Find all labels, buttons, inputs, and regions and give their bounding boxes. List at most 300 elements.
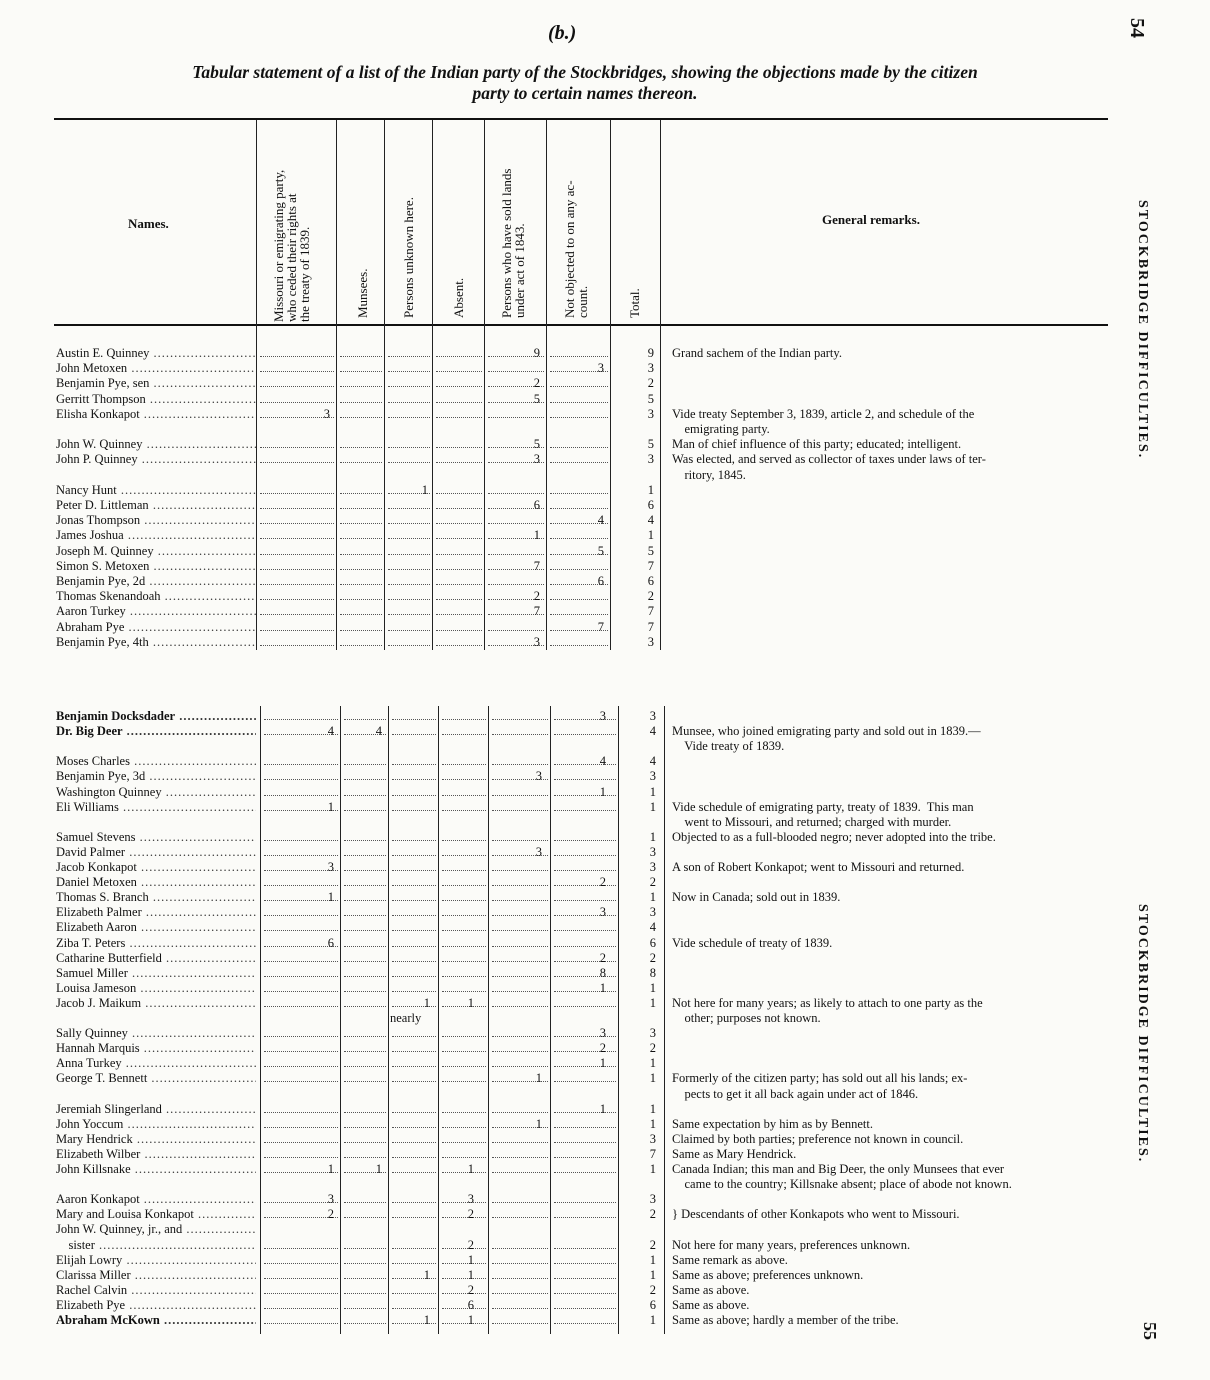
cell-not-objected: 1 [599,784,606,799]
dot-leader [392,1192,436,1203]
dot-leader [344,1102,386,1113]
dot-leader [388,528,430,539]
cell-sold: 7 [533,604,540,619]
dot-leader [488,361,544,372]
row-remark: came to the country; Killsnake absent; place of abode not known. [672,1177,1012,1192]
row-remark: Same as above; hardly a member of the tribe. [672,1313,899,1327]
dot-leader [344,951,386,962]
dot-leader [492,1102,548,1113]
dot-leader [550,407,608,418]
cell-total: 3 [649,709,656,723]
dot-leader [550,635,608,646]
dot-leader [436,559,482,570]
table-row [0,635,1210,650]
dot-leader [392,1238,436,1249]
dot-leader [264,785,338,796]
cell-unknown: 1 [421,482,428,497]
row-name: Austin E. Quinney ..... [56,346,256,361]
row-name: Samuel Miller ..... [56,966,256,981]
table-row [0,1087,1210,1102]
table-row [0,815,1210,830]
dot-leader [550,452,608,463]
dot-leader [492,754,548,765]
table-row [0,620,1210,635]
dot-leader [554,1207,616,1218]
dot-leader [340,437,382,448]
dot-leader [442,1056,486,1067]
dot-leader [392,1026,436,1037]
row-remark: Objected to as a full-blooded negro; never adopted into the tribe. [672,829,996,844]
dot-leader [344,1056,386,1067]
cell-sold: 6 [533,498,540,512]
table-row [0,437,1210,452]
cell-sold: 3 [533,634,540,649]
table-row [0,1117,1210,1132]
dot-leader [344,860,386,871]
table-row [0,1313,1210,1328]
dot-leader [340,604,382,615]
cell-not-objected: 4 [597,513,604,528]
dot-leader [492,709,548,720]
table-row [0,528,1210,543]
cell-sold: 7 [533,558,540,573]
header-total: Total. [627,288,642,318]
dot-leader [388,559,430,570]
dot-leader [550,346,608,357]
dot-leader [492,1298,548,1309]
dot-leader [260,392,334,403]
cell-unknown: 1 [423,1313,430,1327]
cell-sold: 1 [533,528,540,543]
dot-leader [344,1238,386,1249]
dot-leader [260,589,334,600]
dot-leader [554,1117,616,1128]
cell-total: 7 [647,604,654,619]
cell-missouri: 2 [327,1207,334,1222]
dot-leader [344,1192,386,1203]
cell-missouri: 3 [323,406,330,421]
dot-leader [392,709,436,720]
row-remark: A son of Robert Konkapot; went to Missouri and returned. [672,860,965,874]
dot-leader [264,1253,338,1264]
dot-leader [264,981,338,992]
cell-total: 9 [647,346,654,360]
row-name: Elizabeth Wilber ..... [56,1147,256,1162]
dot-leader [554,1102,616,1113]
dot-leader [492,1268,548,1279]
table-row [0,407,1210,422]
table-row [0,1207,1210,1222]
table-row [0,875,1210,890]
table-row [0,951,1210,966]
row-name: John W. Quinney, jr., and ..... [56,1222,256,1237]
dot-leader [554,1071,616,1082]
dot-leader [392,1207,436,1218]
row-name: Elizabeth Pye ..... [56,1298,256,1313]
dot-leader [492,1238,548,1249]
dot-leader [554,785,616,796]
table-row [0,724,1210,739]
row-name: Aaron Konkapot ..... [56,1192,256,1207]
cell-missouri: 1 [327,1162,334,1176]
row-name: Washington Quinney ..... [56,785,256,800]
dot-leader [264,1132,338,1143]
row-remark: Not here for many years; as likely to attach to one party as the [672,995,983,1010]
table-row [0,1071,1210,1086]
row-name: Jeremiah Slingerland ..... [56,1102,256,1117]
dot-leader [442,936,486,947]
table-row [0,392,1210,407]
dot-leader [442,875,486,886]
dot-leader [436,376,482,387]
dot-leader [340,498,382,509]
cell-not-objected: 1 [599,1101,606,1116]
table-row [0,1056,1210,1071]
dot-leader [488,513,544,524]
cell-missouri: 1 [327,799,334,814]
row-remark: Vide treaty of 1839. [672,739,785,754]
header-bottom-rule [54,324,1108,326]
dot-leader [550,392,608,403]
row-name: John P. Quinney ..... [56,452,256,467]
dot-leader [554,1313,616,1324]
dot-leader [550,589,608,600]
dot-leader [442,1041,486,1052]
cell-total: 2 [649,1282,656,1297]
dot-leader [388,589,430,600]
cell-total: 4 [649,754,656,769]
row-name: Ziba T. Peters ..... [56,936,256,951]
dot-leader [264,1238,338,1249]
dot-leader [554,875,616,886]
cell-total: 2 [649,1207,656,1222]
cell-absent: 6 [467,1297,474,1312]
dot-leader [436,589,482,600]
header-missouri: Missouri or emigrating party, who ceded their rights at the treaty of 1839. [271,169,312,322]
dot-leader [260,513,334,524]
cell-munsees: 1 [375,1162,382,1176]
dot-leader [260,604,334,615]
dot-leader [260,376,334,387]
dot-leader [260,635,334,646]
cell-sold: 5 [533,391,540,406]
row-name: Abraham Pye ..... [56,620,256,635]
cell-total: 3 [649,860,656,874]
dot-leader [442,1147,486,1158]
page-number-top: 54 [1126,18,1148,38]
cell-total: 1 [649,995,656,1010]
dot-leader [388,513,430,524]
table-row [0,1147,1210,1162]
cell-not-objected: 3 [599,905,606,920]
dot-leader [492,1026,548,1037]
dot-leader [492,800,548,811]
dot-leader [550,604,608,615]
dot-leader [488,544,544,555]
dot-leader [442,830,486,841]
dot-leader [554,769,616,780]
dot-leader [492,1162,548,1173]
row-remark: Same as Mary Hendrick. [672,1146,797,1161]
table-row [0,559,1210,574]
cell-total: 1 [649,1116,656,1131]
dot-leader [340,635,382,646]
dot-leader [260,544,334,555]
cell-total: 1 [649,799,656,814]
row-name: Clarissa Miller ..... [56,1268,256,1283]
dot-leader [392,845,436,856]
row-name: James Joshua ..... [56,528,256,543]
table-row [0,483,1210,498]
dot-leader [442,769,486,780]
dot-leader [392,1056,436,1067]
dot-leader [554,996,616,1007]
row-remark: Was elected, and served as collector of taxes under laws of ter- [672,452,986,467]
row-remark: Munsee, who joined emigrating party and sold out in 1839.— [672,724,981,739]
dot-leader [492,785,548,796]
dot-leader [340,346,382,357]
dot-leader [436,483,482,494]
table-row [0,1253,1210,1268]
row-name: Gerritt Thompson ..... [56,392,256,407]
row-remark: Formerly of the citizen party; has sold out all his lands; ex- [672,1071,968,1086]
table-row [0,754,1210,769]
row-name: Catharine Butterfield ..... [56,951,256,966]
dot-leader [388,498,430,509]
cell-total: 1 [649,1101,656,1116]
dot-leader [442,951,486,962]
dot-leader [260,437,334,448]
cell-missouri: 3 [327,860,334,874]
table-row [0,709,1210,724]
cell-not-objected: 1 [599,980,606,995]
cell-not-objected: 1 [599,1056,606,1071]
dot-leader [554,890,616,901]
dot-leader [392,875,436,886]
dot-leader [392,920,436,931]
dot-leader [436,574,482,585]
dot-leader [392,800,436,811]
cell-total: 1 [649,1267,656,1282]
cell-total: 1 [649,1056,656,1071]
table-row [0,589,1210,604]
header-top-rule [54,118,1108,120]
dot-leader [264,769,338,780]
table-row [0,920,1210,935]
dot-leader [492,1041,548,1052]
dot-leader [436,620,482,631]
dot-leader [392,981,436,992]
row-name: Thomas S. Branch ..... [56,890,256,905]
cell-sold: 2 [533,376,540,391]
cell-not-objected: 3 [599,709,606,723]
dot-leader [436,528,482,539]
row-name: Joseph M. Quinney ..... [56,544,256,559]
cell-total: 7 [647,558,654,573]
dot-leader [442,845,486,856]
cell-absent: 1 [467,1267,474,1282]
dot-leader [344,996,386,1007]
cell-total: 1 [649,1162,656,1176]
cell-total: 3 [647,452,654,467]
row-remark: Same expectation by him as by Bennett. [672,1116,873,1131]
dot-leader [554,860,616,871]
dot-leader [388,407,430,418]
dot-leader [436,392,482,403]
cell-absent: 2 [467,1237,474,1252]
dot-leader [344,1117,386,1128]
dot-leader [260,498,334,509]
dot-leader [492,1313,548,1324]
dot-leader [554,1238,616,1249]
dot-leader [344,1268,386,1279]
dot-leader [344,1253,386,1264]
cell-total: 1 [649,890,656,905]
dot-leader [344,1132,386,1143]
cell-total: 8 [649,965,656,980]
row-name: Elizabeth Palmer ..... [56,905,256,920]
table-row [0,513,1210,528]
row-name: sister ..... [56,1238,256,1253]
row-remark: Man of chief influence of this party; educated; intelligent. [672,437,962,452]
row-remark: Now in Canada; sold out in 1839. [672,890,841,905]
row-remark: Same as above. [672,1282,750,1297]
dot-leader [340,361,382,372]
row-remark: Grand sachem of the Indian party. [672,346,842,360]
dot-leader [388,574,430,585]
dot-leader [550,437,608,448]
dot-leader [344,1313,386,1324]
dot-leader [492,905,548,916]
dot-leader [554,966,616,977]
row-name: Dr. Big Deer ..... [56,724,256,739]
table-row [0,830,1210,845]
dot-leader [554,1268,616,1279]
cell-total: 1 [649,1071,656,1086]
row-name: Hannah Marquis ..... [56,1041,256,1056]
table-row [0,845,1210,860]
dot-leader [264,754,338,765]
cell-total: 2 [647,589,654,604]
dot-leader [340,392,382,403]
row-name: Abraham McKown ..... [56,1313,256,1328]
dot-leader [442,905,486,916]
dot-leader [488,407,544,418]
dot-leader [492,1207,548,1218]
cell-not-objected: 2 [599,950,606,965]
dot-leader [344,845,386,856]
header-remarks: General remarks. [822,212,920,227]
document-title [40,62,1130,104]
row-name: Jonas Thompson ..... [56,513,256,528]
row-remark: ritory, 1845. [672,467,746,482]
dot-leader [436,361,482,372]
cell-total: 6 [649,1297,656,1312]
dot-leader [392,785,436,796]
cell-sold: 2 [533,589,540,604]
dot-leader [264,1117,338,1128]
table-row [0,1238,1210,1253]
dot-leader [436,544,482,555]
dot-leader [340,376,382,387]
table-row [0,376,1210,391]
table-row [0,422,1210,437]
dot-leader [340,620,382,631]
dot-leader [392,1253,436,1264]
dot-leader [550,498,608,509]
dot-leader [264,709,338,720]
dot-leader [442,890,486,901]
row-remark: Same as above; preferences unknown. [672,1267,864,1282]
table-row [0,468,1210,483]
dot-leader [492,830,548,841]
dot-leader [260,483,334,494]
dot-leader [392,754,436,765]
table-row [0,890,1210,905]
dot-leader [264,875,338,886]
dot-leader [392,830,436,841]
dot-leader [344,1298,386,1309]
dot-leader [264,830,338,841]
dot-leader [554,1298,616,1309]
table-row [0,739,1210,754]
cell-not-objected: 2 [599,875,606,890]
dot-leader [264,1147,338,1158]
cell-not-objected: 6 [597,574,604,588]
dot-leader [344,890,386,901]
row-name: Sally Quinney ..... [56,1026,256,1041]
dot-leader [436,498,482,509]
cell-total: 1 [649,1252,656,1267]
cell-sold: 3 [533,452,540,467]
cell-total: 5 [647,437,654,452]
dot-leader [264,1283,338,1294]
cell-total: 5 [647,543,654,558]
dot-leader [344,966,386,977]
row-name: Jacob J. Maikum ..... [56,996,256,1011]
dot-leader [344,936,386,947]
dot-leader [442,920,486,931]
dot-leader [554,1253,616,1264]
dot-leader [492,981,548,992]
dot-leader [388,392,430,403]
dot-leader [492,996,548,1007]
table-row [0,905,1210,920]
dot-leader [340,574,382,585]
row-name: Benjamin Pye, 3d ..... [56,769,256,784]
dot-leader [264,1026,338,1037]
dot-leader [492,1283,548,1294]
dot-leader [340,483,382,494]
cell-total: 6 [647,498,654,512]
cell-sold: 1 [535,1071,542,1086]
dot-leader [492,920,548,931]
row-name: Elizabeth Aaron ..... [56,920,256,935]
dot-leader [264,1071,338,1082]
dot-leader [264,996,338,1007]
table-row [0,1162,1210,1177]
dot-leader [264,905,338,916]
dot-leader [388,620,430,631]
dot-leader [442,1102,486,1113]
row-name: Samuel Stevens ..... [56,830,256,845]
table-row [0,498,1210,513]
row-remark: Same as above. [672,1297,750,1312]
dot-leader [442,785,486,796]
dot-leader [492,966,548,977]
table-row [0,1026,1210,1041]
dot-leader [344,800,386,811]
